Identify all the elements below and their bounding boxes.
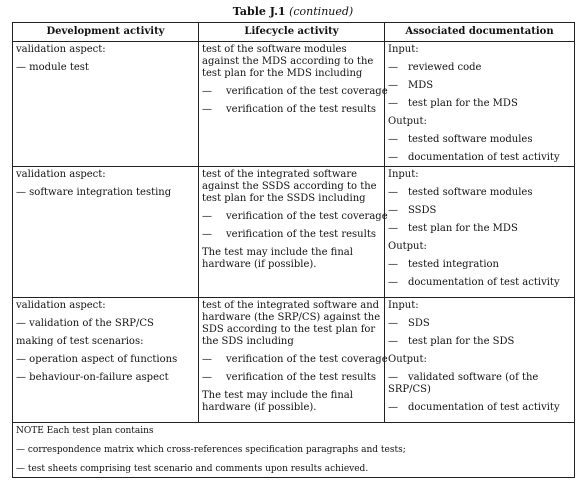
header-development-activity: Development activity: [13, 23, 199, 42]
dev-line: — behaviour-on-failure aspect: [16, 372, 169, 383]
dev-line: — software integration testing: [16, 187, 172, 198]
note-item: — test sheets comprising test scenario and comments upon results achieved.: [16, 464, 369, 474]
lifecycle-item: — verification of the test coverage: [202, 211, 388, 222]
note-cell: [13, 423, 575, 478]
output-label: Output:: [388, 241, 427, 252]
input-label: Input:: [388, 169, 419, 180]
lifecycle-item: — verification of the test coverage: [202, 354, 388, 365]
lifecycle-activity-cell: [199, 42, 388, 167]
table-title-suffix: (continued): [289, 5, 354, 18]
doc-item: — test plan for the MDS: [388, 98, 518, 109]
dev-activity-cell: [13, 298, 199, 423]
lifecycle-item: — verification of the test coverage: [202, 86, 388, 97]
lifecycle-table: [12, 22, 575, 478]
doc-item: — SSDS: [388, 205, 437, 216]
doc-item: — documentation of test activity: [388, 277, 560, 288]
dev-line: validation aspect:: [16, 169, 106, 180]
lifecycle-item: — verification of the test results: [202, 229, 376, 240]
doc-item: — validated software (of the SRP/CS): [388, 372, 539, 395]
doc-item: — tested software modules: [388, 187, 533, 198]
lifecycle-intro: test of the software modules against the MDS according to the test plan for the MDS including: [202, 44, 374, 79]
documentation-cell: [385, 167, 575, 298]
lifecycle-item: — verification of the test results: [202, 372, 376, 383]
lifecycle-item: — verification of the test results: [202, 104, 376, 115]
doc-item: — documentation of test activity: [388, 152, 560, 163]
lifecycle-activity-cell: [199, 167, 388, 298]
output-label: Output:: [388, 116, 427, 127]
documentation-cell: [385, 42, 575, 167]
header-lifecycle-activity: Lifecycle activity: [199, 23, 385, 42]
header-associated-documentation: Associated documentation: [385, 23, 575, 42]
dev-line: validation aspect:: [16, 300, 106, 311]
table-row: [13, 298, 575, 423]
doc-item: — tested integration: [388, 259, 499, 270]
dev-line: — validation of the SRP/CS: [16, 318, 154, 329]
doc-item: — tested software modules: [388, 134, 533, 145]
doc-item: — MDS: [388, 80, 434, 91]
note-row: [13, 423, 575, 478]
table-header-row: [13, 23, 575, 42]
note-intro: NOTE Each test plan contains: [16, 426, 154, 436]
lifecycle-intro: test of the integrated software and hardware (the SRP/CS) against the SDS according to the test plan for the SDS including: [202, 300, 381, 347]
table-row: [13, 42, 575, 167]
input-label: Input:: [388, 300, 419, 311]
note-item: — correspondence matrix which cross-references specification paragraphs and tests;: [16, 445, 406, 455]
documentation-cell: [385, 298, 575, 423]
lifecycle-intro: test of the integrated software against the SSDS according to the test plan for the SSDS including: [202, 169, 377, 204]
dev-line: validation aspect:: [16, 44, 106, 55]
lifecycle-outro: The test may include the final hardware (if possible).: [202, 247, 353, 270]
dev-activity-cell: [13, 42, 199, 167]
lifecycle-activity-cell: [199, 298, 388, 423]
input-label: Input:: [388, 44, 419, 55]
output-label: Output:: [388, 354, 427, 365]
lifecycle-outro: The test may include the final hardware (if possible).: [202, 390, 353, 413]
doc-item: — test plan for the MDS: [388, 223, 518, 234]
dev-line: — operation aspect of functions: [16, 354, 178, 365]
doc-item: — test plan for the SDS: [388, 336, 515, 347]
doc-item: — reviewed code: [388, 62, 482, 73]
doc-item: — documentation of test activity: [388, 402, 560, 413]
dev-line: — module test: [16, 62, 89, 73]
table-row: [13, 167, 575, 298]
table-title-label: Table J.1: [232, 5, 286, 18]
doc-item: — SDS: [388, 318, 430, 329]
dev-activity-cell: [13, 167, 199, 298]
table-title: [0, 5, 586, 18]
dev-line: making of test scenarios:: [16, 336, 144, 347]
